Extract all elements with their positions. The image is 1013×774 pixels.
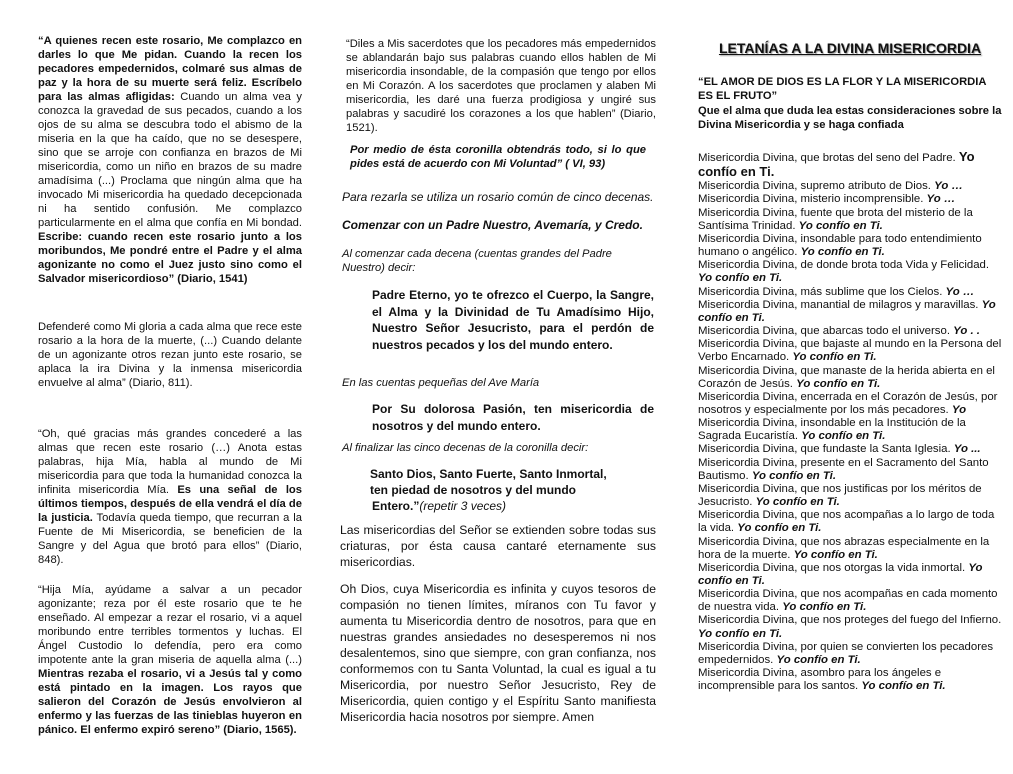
litany-invocation: Misericordia Divina, por quien se convierten los pecadores empedernidos.	[698, 640, 994, 666]
litany-item	[698, 286, 1004, 299]
holy-god-line-2: ten piedad de nosotros y del mundo	[370, 483, 577, 497]
litany-invocation: Misericordia Divina, supremo atributo de Dios.	[698, 180, 935, 193]
litany-invocation: Misericordia Divina, que nos justificas por los méritos de Jesucristo.	[698, 482, 982, 509]
closing-prayer: Oh Dios, cuya Misericordia es infinita y cuyos tesoros de compasión no tienen límites, míranos con Tu favor y aumenta tu Misericordia dentro de nosotros, para que en nuestras grandes ansiedades no desesperemos ni nos desalentemos, sino que siempre, con gran confianza, nos conformemos con tu Santa Voluntad, la cual es igual a tu Misericordia, por nuestro Señor Jesucristo, Rey de Misericordia, quien contigo y el Espíritu Santo manifiesta Misericordia hacia nosotros por siempre. Amen	[340, 582, 656, 724]
litany-item	[698, 150, 1004, 180]
priests-quote: “Diles a Mis sacerdotes que los pecadores más empedernidos se ablandarán bajo sus palabras cuando ellos hablen de Mi misericordia insondable, de la compasión que tengo por ellos en Mi Corazón. A los sacerdotes que proclamen y alaben Mi misericordia, les daré una fuerza prodigiosa y ungiré sus palabras y sacudiré los corazones a los que hablen” (Diario, 1521).	[346, 38, 656, 134]
small-beads-instruction: En las cuentas pequeñas del Ave María	[342, 377, 540, 389]
litany-invocation: Misericordia Divina, que nos acompañas a lo largo de toda la vida.	[698, 509, 995, 535]
litany-response: Yo confío en Ti.	[698, 149, 975, 180]
litany-invocation: Misericordia Divina, asombro para los ángeles e incomprensible para los santos.	[698, 667, 942, 693]
defend-paragraph: Defenderé como Mi gloria a cada alma que rece este rosario a la hora de la muerte, (...) Cuando delante de un agonizante otros rezan junto este rosario, se aplaca la ira Divina y la inmensa misericordia envuelve al alma” (Diario, 811).	[38, 321, 302, 389]
litany-item	[698, 588, 1004, 614]
litany-invocation: Misericordia Divina, que abarcas todo el universo.	[698, 325, 954, 338]
litany-item	[698, 483, 1004, 509]
holy-god-line-3	[370, 498, 654, 514]
litany-invocation: Misericordia Divina, más sublime que los Cielos.	[698, 285, 946, 298]
litany-list	[698, 150, 1004, 693]
litany-response: Yo …	[945, 285, 975, 298]
litany-invocation: Misericordia Divina, que nos acompañas en cada momento de nuestra vida.	[698, 588, 998, 614]
dying-sinner-bold-text: Mientras rezaba el rosario, vi a Jesús tal y como está pintado en la imagen. Los rayos que salieron del Corazón de Jesús envolvieron al enfermo y las fuerzas de las tinieblas huyeron en pánico. El enfermo expiró sereno” (Diario, 1565).	[38, 668, 302, 736]
litany-invocation: Misericordia Divina, encerrada en el Corazón de Jesús, por nosotros y especialmente por los más pecadores.	[698, 390, 998, 416]
graces-paragraph	[38, 427, 302, 567]
litany-response: Yo confío en Ti.	[698, 561, 983, 587]
litany-response: Yo confío en Ti.	[792, 351, 877, 364]
litany-item	[698, 667, 1004, 693]
litany-invocation: Misericordia Divina, que nos otorgas la vida inmortal.	[698, 561, 969, 574]
litany-item	[698, 391, 1004, 417]
litany-invocation: Misericordia Divina, que fundaste la Santa Iglesia.	[698, 443, 954, 456]
litany-item	[698, 443, 1004, 456]
graces-text-b: Todavía queda tiempo, que recurran a la Fuente de Mi Misericordia, se beneficien de la Sangre y del Agua que brotó para ellos” (Diario, 848).	[38, 512, 302, 566]
graces-bold-text: Es una señal de los últimos tiempos, después de ella vendrá el día de la justicia.	[38, 484, 302, 524]
litany-response: Yo confío en Ti.	[798, 219, 883, 232]
decade-instruction: Al comenzar cada decena (cuentas grandes del Padre Nuestro) decir:	[342, 248, 612, 274]
litany-item	[698, 299, 1004, 325]
litany-item	[698, 417, 1004, 443]
litany-item	[698, 365, 1004, 391]
litany-response: Yo confío en Ti.	[861, 680, 946, 693]
litany-response: Yo confío en Ti.	[801, 430, 886, 443]
holy-god-line-1: Santo Dios, Santo Fuerte, Santo Inmortal,	[370, 467, 607, 481]
litany-item	[698, 233, 1004, 259]
litany-response: Yo confío en Ti.	[737, 522, 822, 535]
promise-bold-text-2: Escribe: cuando recen este rosario junto a los moribundos, Me pondré entre el Padre y el alma agonizante no como el Juez justo sino como el Salvador misericordioso” (Diario, 1541)	[38, 231, 302, 285]
litany-invocation: Misericordia Divina, que brotas del seno del Padre.	[698, 152, 959, 164]
litany-item	[698, 536, 1004, 562]
litany-item	[698, 562, 1004, 588]
chaplet-promise: Por medio de ésta coronilla obtendrás todo, si lo que pides está de acuerdo con Mi Voluntad” ( VI, 93)	[350, 144, 646, 170]
litany-item	[698, 180, 1004, 193]
holy-god-prayer	[370, 466, 654, 514]
litany-item	[698, 193, 1004, 206]
litany-item	[698, 641, 1004, 667]
litany-response: Yo confío en Ti.	[782, 601, 867, 614]
promise-normal-text: Cuando un alma vea y conozca la gravedad de sus pecados, cuando a los ojos de su alma se descubra todo el abismo de la miseria en la que ha caído, que no se desespere, sino que se arroje con confianza en brazos de Mi misericordia, como un niño en brazos de su madre amadísima (...) Proclama que ningún alma que ha invocado Mi misericordia ha quedado decepcionada ni ha sentido confusión. Me complazco particularmente en el alma que confía en Mi bondad.	[38, 91, 302, 229]
litany-response: Yo confío en Ti.	[800, 246, 885, 259]
promise-bold-text: “A quienes recen este rosario, Me complazco en darles lo que Me pidan. Cuando la recen los pecadores empedernidos, colmaré sus almas de paz y la hora de su muerte será feliz. Escríbelo para las almas afligidas:	[38, 35, 302, 103]
passion-prayer: Por Su dolorosa Pasión, ten misericordia de nosotros y del mundo entero.	[372, 402, 654, 433]
litany-item	[698, 325, 1004, 338]
litany-response: Yo confío en Ti.	[698, 298, 996, 324]
eternal-father-prayer: Padre Eterno, yo te ofrezco el Cuerpo, la Sangre, el Alma y la Divinidad de Tu Amadísimo Hijo, Nuestro Señor Jesucristo, para el perdón de nuestros pecados y los del mundo entero.	[372, 288, 654, 352]
litany-response: Yo confío en Ti.	[755, 496, 840, 509]
rosary-instruction: Para rezarla se utiliza un rosario común de cinco decenas.	[342, 190, 654, 204]
litany-item	[698, 207, 1004, 233]
finish-instruction: Al finalizar las cinco decenas de la coronilla decir:	[342, 442, 589, 454]
litany-invocation: Misericordia Divina, que manaste de la herida abierta en el Corazón de Jesús.	[698, 364, 995, 390]
litany-response: Yo confío en Ti.	[698, 627, 783, 640]
litany-response: Yo . .	[953, 325, 980, 338]
litany-invocation: Misericordia Divina, manantial de milagros y maravillas.	[698, 298, 982, 311]
litany-response: Yo confío en Ti.	[796, 377, 881, 390]
holy-god-line-3-text: Entero.”	[372, 499, 420, 513]
litany-response: Yo …	[934, 180, 963, 193]
repeat-note: (repetir 3 veces)	[419, 499, 507, 513]
litany-response: Yo confío en Ti.	[698, 272, 783, 285]
litany-invocation: Misericordia Divina, que nos proteges del fuego del Infierno.	[698, 614, 1002, 627]
litany-title: LETANÍAS A LA DIVINA MISERICORDIA	[718, 40, 982, 56]
litany-invocation: Misericordia Divina, fuente que brota del misterio de la Santísima Trinidad.	[698, 206, 973, 232]
litany-invocation: Misericordia Divina, de donde brota toda Vida y Felicidad.	[698, 259, 990, 272]
mercies-verse: Las misericordias del Señor se extienden sobre todas sus criaturas, por ésta causa cantaré eternamente sus misericordias.	[340, 523, 656, 569]
dying-sinner-text: “Hija Mía, ayúdame a salvar a un pecador agonizante; reza por él este rosario que te he enseñado. Al empezar a rezar el rosario, vi a aquel moribundo entre terribles tormentos y luchas. El Ángel Custodio lo defendía, pero era como impotente ante la gran miseria de aquella alma (...)	[38, 584, 302, 666]
litany-item	[698, 338, 1004, 364]
litany-invocation: Misericordia Divina, presente en el Sacramento del Santo Bautismo.	[698, 456, 989, 482]
litany-response: Yo ...	[953, 443, 981, 456]
litany-intro-text: Que el alma que duda lea estas consideraciones sobre la Divina Misericordia y se haga confiada	[698, 105, 1002, 131]
begin-instruction: Comenzar con un Padre Nuestro, Avemaría, y Credo.	[342, 218, 643, 232]
litany-invocation: Misericordia Divina, que bajaste al mundo en la Persona del Verbo Encarnado.	[698, 338, 1002, 364]
litany-item	[698, 259, 1004, 285]
litany-item	[698, 614, 1004, 640]
litany-invocation: Misericordia Divina, insondable en la Institución de la Sagrada Eucaristía.	[698, 417, 966, 443]
promise-paragraph	[38, 34, 302, 286]
litany-item	[698, 509, 1004, 535]
litany-response: Yo confío en Ti.	[793, 548, 878, 561]
litany-response: Yo	[951, 403, 967, 416]
litany-invocation: Misericordia Divina, misterio incomprensible.	[698, 193, 927, 206]
litany-response: Yo confío en Ti.	[776, 653, 861, 666]
dying-sinner-paragraph	[38, 583, 302, 737]
litany-intro-heading: “EL AMOR DE DIOS ES LA FLOR Y LA MISERICORDIA ES EL FRUTO”	[698, 76, 986, 102]
litany-response: Yo …	[926, 193, 956, 206]
litany-invocation: Misericordia Divina, que nos abrazas especialmente en la hora de la muerte.	[698, 535, 990, 561]
litany-invocation: Misericordia Divina, insondable para todo entendimiento humano o angélico.	[698, 232, 982, 259]
litany-response: Yo confío en Ti.	[751, 469, 836, 482]
litany-item	[698, 457, 1004, 483]
graces-text-a: “Oh, qué gracias más grandes concederé a las almas que recen este rosario (…) Anota estas palabras, hija Mía, habla al mundo de Mi misericordia para que toda la humanidad conozca la infinita misericordia Mía.	[38, 428, 302, 496]
